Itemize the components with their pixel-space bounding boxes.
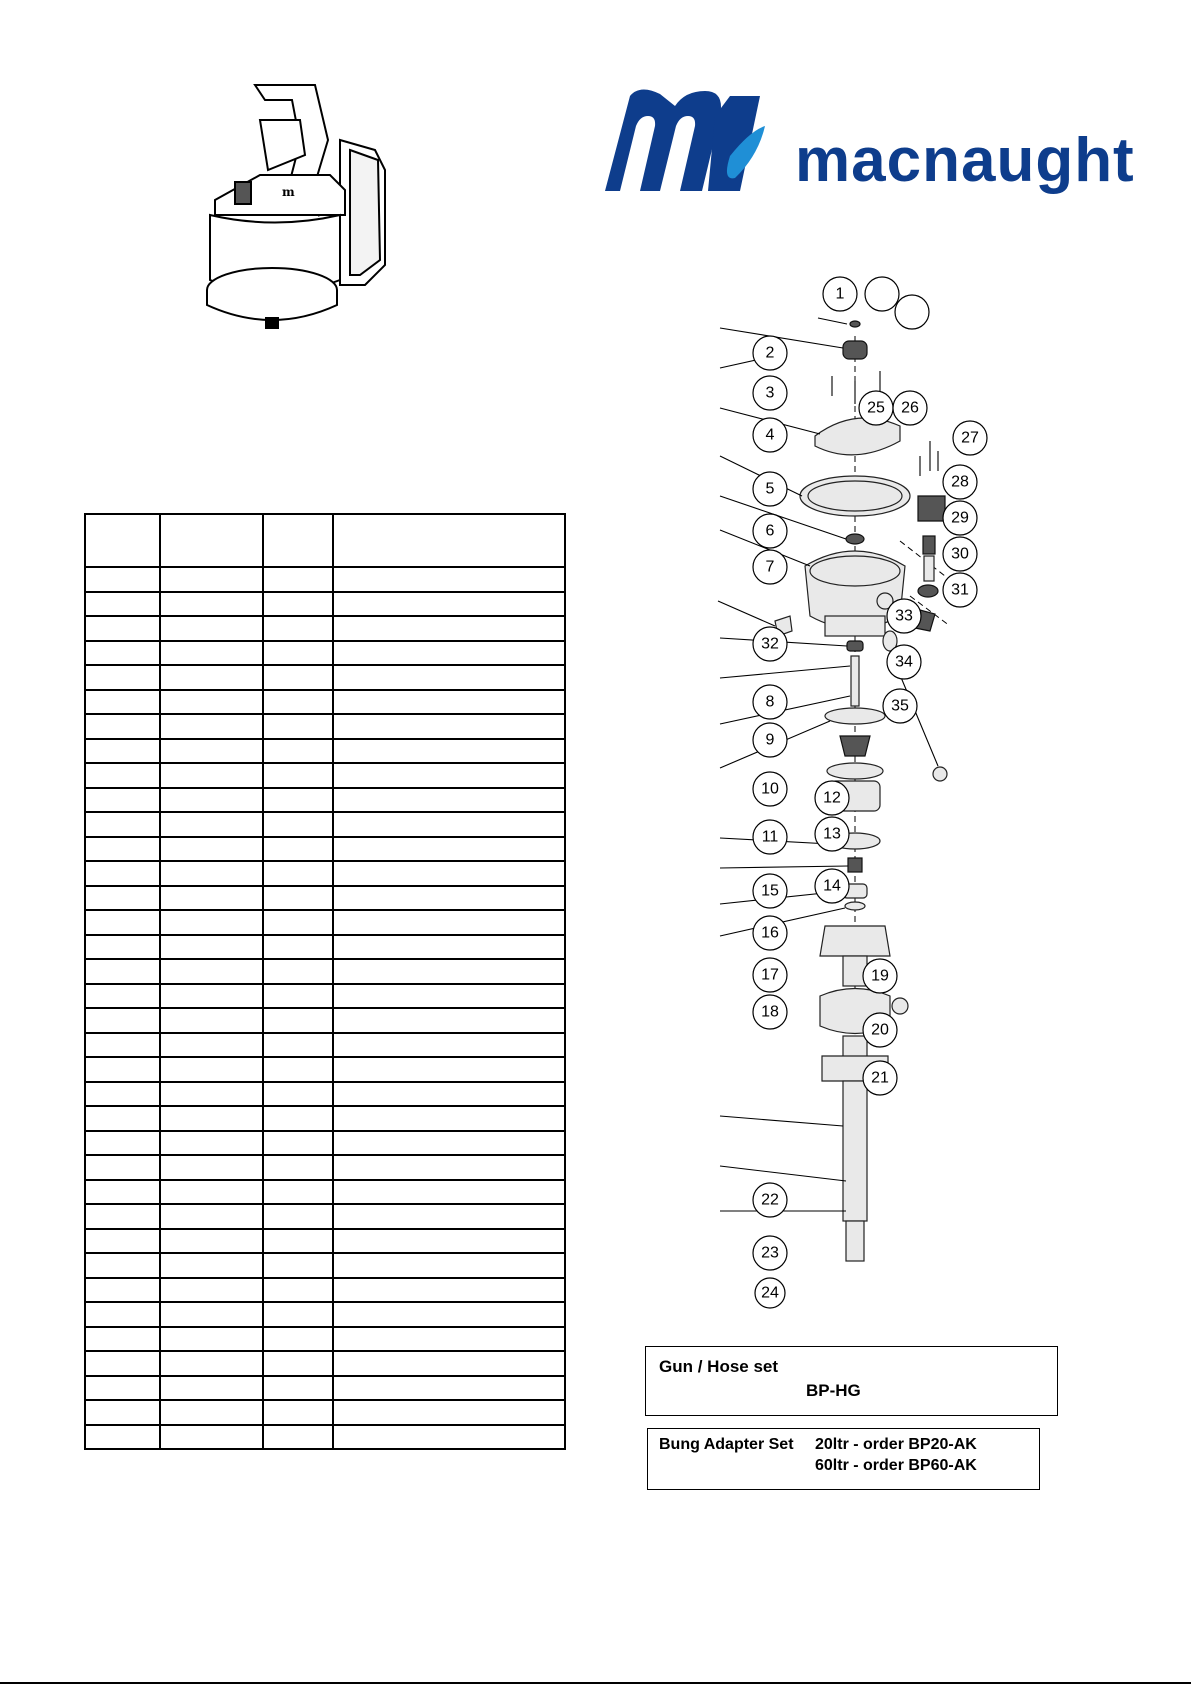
callout-31: 31 <box>951 581 969 599</box>
table-cell <box>263 1229 333 1254</box>
table-cell <box>333 788 565 813</box>
table-cell <box>85 1278 160 1303</box>
table-cell <box>263 690 333 715</box>
table-cell <box>160 1057 263 1082</box>
table-row <box>85 1033 565 1058</box>
table-cell <box>85 1057 160 1082</box>
callout-29: 29 <box>951 509 969 527</box>
table-cell <box>263 959 333 984</box>
table-cell <box>160 1033 263 1058</box>
table-cell <box>333 1106 565 1131</box>
table-cell <box>333 714 565 739</box>
table-row <box>85 592 565 617</box>
callout-8: 8 <box>765 693 775 711</box>
header-cell <box>160 514 263 567</box>
table-cell <box>85 1229 160 1254</box>
table-row <box>85 1278 565 1303</box>
table-cell <box>160 690 263 715</box>
table-cell <box>85 1425 160 1450</box>
table-cell <box>85 886 160 911</box>
gun-hose-set-title: Gun / Hose set <box>659 1357 779 1376</box>
table-cell <box>263 788 333 813</box>
table-cell <box>263 1376 333 1401</box>
table-cell <box>160 1106 263 1131</box>
table-cell <box>160 1229 263 1254</box>
pump-illustration <box>200 80 430 345</box>
table-row <box>85 1008 565 1033</box>
table-cell <box>160 1155 263 1180</box>
brand-wordmark: macnaught <box>795 126 1135 195</box>
table-row <box>85 1057 565 1082</box>
table-row <box>85 959 565 984</box>
callout-22: 22 <box>761 1191 779 1209</box>
table-cell <box>333 1131 565 1156</box>
callout-2: 2 <box>765 344 775 362</box>
table-cell <box>333 665 565 690</box>
table-row <box>85 1180 565 1205</box>
table-cell <box>263 567 333 592</box>
table-cell <box>160 861 263 886</box>
table-header-row <box>85 514 565 567</box>
bung-adapter-set-title: Bung Adapter Set <box>659 1436 794 1453</box>
callout-30: 30 <box>951 545 969 563</box>
table-cell <box>263 739 333 764</box>
table-cell <box>85 837 160 862</box>
table-row <box>85 1376 565 1401</box>
table-cell <box>160 1327 263 1352</box>
table-row <box>85 1425 565 1450</box>
callout-1: 1 <box>835 285 845 303</box>
table-cell <box>263 886 333 911</box>
table-cell <box>263 1106 333 1131</box>
header-cell <box>85 514 160 567</box>
table-cell <box>85 690 160 715</box>
table-cell <box>85 1131 160 1156</box>
table-cell <box>85 1376 160 1401</box>
table-cell <box>333 1400 565 1425</box>
table-cell <box>263 1155 333 1180</box>
callout-6: 6 <box>765 522 775 540</box>
table-cell <box>263 641 333 666</box>
table-cell <box>85 910 160 935</box>
header-cell <box>263 514 333 567</box>
callout-13: 13 <box>823 825 841 843</box>
table-cell <box>263 1400 333 1425</box>
table-cell <box>333 1008 565 1033</box>
header-cell <box>333 514 565 567</box>
table-cell <box>85 1008 160 1033</box>
table-row <box>85 812 565 837</box>
table-cell <box>333 812 565 837</box>
table-cell <box>160 935 263 960</box>
callout-18: 18 <box>761 1003 779 1021</box>
table-row <box>85 1327 565 1352</box>
table-row <box>85 1229 565 1254</box>
table-cell <box>160 1180 263 1205</box>
table-cell <box>160 665 263 690</box>
table-cell <box>333 1033 565 1058</box>
callout-26: 26 <box>901 399 919 417</box>
gun-hose-set-box <box>645 1346 1058 1416</box>
table-row <box>85 1131 565 1156</box>
callout-19: 19 <box>871 967 889 985</box>
table-cell <box>263 1131 333 1156</box>
table-row <box>85 837 565 862</box>
table-row <box>85 690 565 715</box>
table-cell <box>160 739 263 764</box>
table-cell <box>263 935 333 960</box>
table-cell <box>263 1082 333 1107</box>
table-cell <box>333 690 565 715</box>
table-cell <box>160 886 263 911</box>
table-cell <box>333 886 565 911</box>
table-row <box>85 665 565 690</box>
table-cell <box>263 1008 333 1033</box>
table-cell <box>263 1327 333 1352</box>
callout-34: 34 <box>895 653 913 671</box>
table-cell <box>85 1155 160 1180</box>
table-cell <box>263 837 333 862</box>
table-cell <box>333 1204 565 1229</box>
table-cell <box>263 1180 333 1205</box>
table-row <box>85 616 565 641</box>
table-cell <box>263 1253 333 1278</box>
callout-25: 25 <box>867 399 885 417</box>
table-cell <box>263 1057 333 1082</box>
table-cell <box>85 641 160 666</box>
callout-15: 15 <box>761 882 779 900</box>
table-cell <box>85 984 160 1009</box>
table-cell <box>160 984 263 1009</box>
table-cell <box>85 739 160 764</box>
callout-16: 16 <box>761 924 779 942</box>
table-cell <box>160 763 263 788</box>
table-cell <box>333 592 565 617</box>
table-cell <box>333 935 565 960</box>
table-cell <box>160 788 263 813</box>
table-cell <box>333 1155 565 1180</box>
table-cell <box>160 959 263 984</box>
table-cell <box>160 1425 263 1450</box>
callout-7: 7 <box>765 558 775 576</box>
table-cell <box>263 812 333 837</box>
table-cell <box>333 763 565 788</box>
table-cell <box>160 910 263 935</box>
callout-24: 24 <box>761 1284 779 1302</box>
callout-12: 12 <box>823 789 841 807</box>
table-cell <box>85 935 160 960</box>
table-cell <box>160 837 263 862</box>
table-cell <box>333 1327 565 1352</box>
table-cell <box>160 567 263 592</box>
left-callout-column <box>730 320 800 1310</box>
table-cell <box>263 861 333 886</box>
table-cell <box>160 1351 263 1376</box>
table-cell <box>85 1204 160 1229</box>
right-callout-column <box>880 290 1070 1080</box>
table-cell <box>160 1008 263 1033</box>
callout-10: 10 <box>761 780 779 798</box>
table-cell <box>263 714 333 739</box>
table-cell <box>85 1180 160 1205</box>
table-cell <box>263 665 333 690</box>
callout-11: 11 <box>761 828 779 846</box>
callout-27: 27 <box>961 429 979 447</box>
table-cell <box>263 1204 333 1229</box>
svg-text:m: m <box>282 185 295 199</box>
table-cell <box>263 616 333 641</box>
table-cell <box>85 812 160 837</box>
table-cell <box>333 959 565 984</box>
table-cell <box>160 1131 263 1156</box>
table-cell <box>263 1033 333 1058</box>
table-cell <box>160 1204 263 1229</box>
table-cell <box>160 1376 263 1401</box>
table-cell <box>263 763 333 788</box>
macnaught-logo-icon <box>600 86 780 196</box>
table-cell <box>263 910 333 935</box>
table-cell <box>85 1302 160 1327</box>
callout-20: 20 <box>871 1021 889 1039</box>
table-cell <box>333 1278 565 1303</box>
table-cell <box>160 641 263 666</box>
table-cell <box>160 616 263 641</box>
table-cell <box>85 592 160 617</box>
table-row <box>85 1106 565 1131</box>
table-row <box>85 1351 565 1376</box>
table-cell <box>333 1229 565 1254</box>
table-cell <box>85 788 160 813</box>
table-cell <box>160 592 263 617</box>
table-cell <box>333 1082 565 1107</box>
table-cell <box>263 1351 333 1376</box>
table-cell <box>160 1253 263 1278</box>
table-cell <box>333 837 565 862</box>
table-row <box>85 886 565 911</box>
table-row <box>85 788 565 813</box>
callout-3: 3 <box>765 384 775 402</box>
table-row <box>85 567 565 592</box>
callout-21: 21 <box>871 1069 889 1087</box>
table-row <box>85 1204 565 1229</box>
callout-32: 32 <box>761 635 779 653</box>
table-cell <box>333 1351 565 1376</box>
table-row <box>85 1155 565 1180</box>
table-cell <box>85 567 160 592</box>
table-row <box>85 1400 565 1425</box>
table-cell <box>85 1351 160 1376</box>
callout-14: 14 <box>823 877 841 895</box>
table-cell <box>333 1057 565 1082</box>
table-cell <box>160 1278 263 1303</box>
table-cell <box>333 1376 565 1401</box>
callout-28: 28 <box>951 473 969 491</box>
table-row <box>85 861 565 886</box>
bung-adapter-order-20: 20ltr - order BP20-AK <box>815 1436 977 1453</box>
table-row <box>85 984 565 1009</box>
table-row <box>85 1253 565 1278</box>
callout-9: 9 <box>765 731 775 749</box>
table-row <box>85 935 565 960</box>
table-cell <box>263 1302 333 1327</box>
table-cell <box>333 1180 565 1205</box>
table-cell <box>85 763 160 788</box>
table-row <box>85 641 565 666</box>
table-row <box>85 739 565 764</box>
bung-adapter-set-box <box>647 1428 1040 1490</box>
table-cell <box>333 641 565 666</box>
table-cell <box>333 861 565 886</box>
table-cell <box>85 861 160 886</box>
table-cell <box>160 1400 263 1425</box>
parts-list-table <box>84 513 566 1450</box>
table-cell <box>333 616 565 641</box>
table-cell <box>263 1425 333 1450</box>
table-cell <box>160 812 263 837</box>
table-cell <box>85 665 160 690</box>
table-cell <box>333 910 565 935</box>
table-row <box>85 714 565 739</box>
table-cell <box>333 739 565 764</box>
table-cell <box>85 1400 160 1425</box>
callout-5: 5 <box>765 480 775 498</box>
table-cell <box>85 714 160 739</box>
callout-17: 17 <box>761 966 779 984</box>
table-cell <box>160 714 263 739</box>
table-cell <box>85 1327 160 1352</box>
footer-rule <box>0 1682 1191 1684</box>
table-row <box>85 1302 565 1327</box>
table-cell <box>85 616 160 641</box>
table-cell <box>333 1302 565 1327</box>
callout-33: 33 <box>895 607 913 625</box>
table-cell <box>85 1082 160 1107</box>
table-cell <box>333 984 565 1009</box>
table-cell <box>160 1302 263 1327</box>
callout-4: 4 <box>765 426 775 444</box>
table-cell <box>263 984 333 1009</box>
table-cell <box>85 1253 160 1278</box>
table-cell <box>263 1278 333 1303</box>
table-cell <box>333 1425 565 1450</box>
table-row <box>85 910 565 935</box>
table-cell <box>333 1253 565 1278</box>
callout-35: 35 <box>891 697 909 715</box>
table-cell <box>263 592 333 617</box>
table-cell <box>333 567 565 592</box>
table-row <box>85 763 565 788</box>
table-cell <box>85 959 160 984</box>
gun-hose-set-code: BP-HG <box>806 1381 861 1400</box>
callout-23: 23 <box>761 1244 779 1262</box>
table-cell <box>85 1106 160 1131</box>
table-cell <box>85 1033 160 1058</box>
bung-adapter-order-60: 60ltr - order BP60-AK <box>815 1457 977 1474</box>
table-cell <box>160 1082 263 1107</box>
table-row <box>85 1082 565 1107</box>
